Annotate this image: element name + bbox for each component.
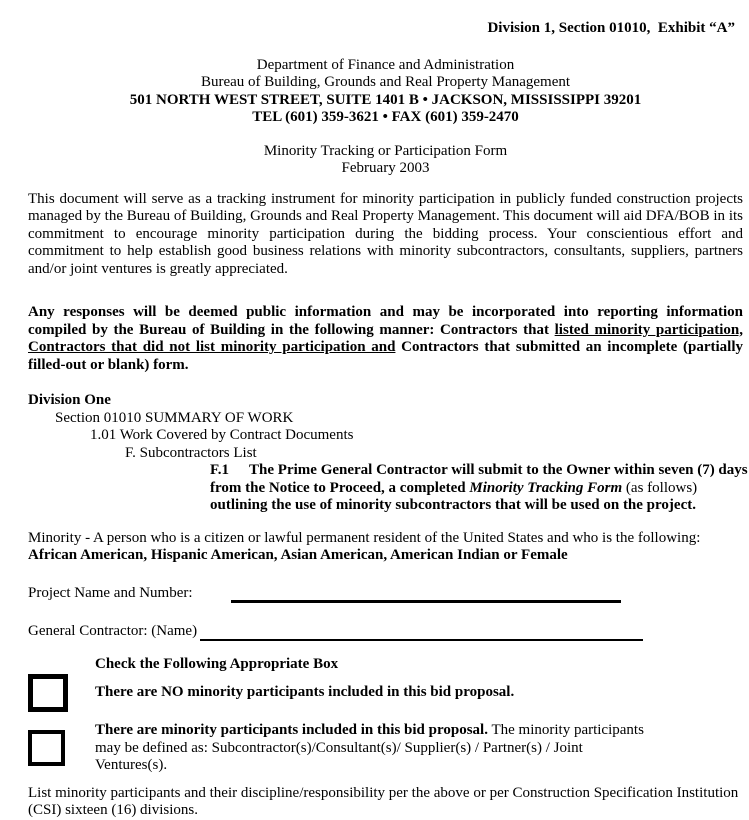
public-info-run1: Any responses will be deemed public information and may be incorporated into reporting information compiled by the Bureau of Building in the following manner: Contractors that: [28, 304, 743, 338]
f1-form-name-italic: Minority Tracking Form: [469, 479, 623, 496]
form-title-block: [28, 143, 743, 178]
f1-run4: outlining the use of minority subcontractors that will be used on the project.: [210, 497, 696, 513]
contractor-field-row: [28, 620, 743, 641]
no-minority-row: [28, 674, 743, 712]
public-info-run3: Contractors that submitted an incomplete (partially filled-out or blank) form.: [28, 339, 743, 373]
letterhead: [28, 57, 743, 127]
yes-minority-label-bold: There are minority participants included in this bid proposal.: [95, 722, 488, 738]
project-name-label: Project Name and Number:: [28, 585, 193, 601]
f1-clause: [210, 462, 749, 515]
general-contractor-label: General Contractor: (Name): [28, 623, 198, 639]
division-work-item: 1.01 Work Covered by Contract Documents: [90, 427, 354, 443]
minority-definition-line2: African American, Hispanic American, Asian American, American Indian or Female: [28, 547, 568, 563]
department-line: Department of Finance and Administration: [256, 56, 515, 73]
minority-definition-line1: Minority - A person who is a citizen or lawful permanent resident of the United States and who is the following:: [28, 529, 701, 546]
f1-run3: (as follows): [622, 479, 698, 496]
f1-run1: The Prime General Contractor will submit to the Owner within seven (7) days from the Notice to Proceed, a completed: [210, 462, 748, 496]
project-name-input-line[interactable]: [231, 579, 621, 603]
address-line: 501 NORTH WEST STREET, SUITE 1401 B • JACKSON, MISSISSIPPI 39201: [129, 91, 642, 108]
no-minority-checkbox[interactable]: [28, 674, 68, 712]
footer-note: List minority participants and their discipline/responsibility per the above or per Construction Specification Institution (CSI) sixteen (16) divisions.: [28, 784, 739, 818]
yes-minority-label: [95, 722, 655, 775]
division-section: Section 01010 SUMMARY OF WORK: [55, 409, 294, 426]
general-contractor-input-line[interactable]: [200, 618, 643, 641]
minority-definition: [28, 530, 743, 565]
bureau-line: Bureau of Building, Grounds and Real Property Management: [200, 74, 571, 90]
no-minority-label: There are NO minority participants included in this bid proposal.: [95, 684, 515, 701]
intro-paragraph: This document will serve as a tracking instrument for minority participation in publicly funded construction projects managed by the Bureau of Building, Grounds and Real Property Management. This document will aid DFA/BOB in its commitment to encourage minority participation during the bidding process. Your conscientious effort and commitment to help establish good business relations with minority subcontractors, consultants, suppliers, partners and/or joint ventures is greatly appreciated.: [28, 190, 743, 277]
f1-number: F.1: [210, 462, 230, 478]
division-outline: [28, 392, 748, 515]
yes-minority-label-regular: The minority participants may be defined as: Subcontractor(s)/Consultant(s)/ Supplier(s) / Partner(s) / Joint Ventures(s).: [95, 722, 644, 773]
division-title: Division One: [28, 392, 111, 408]
form-date: February 2003: [341, 160, 430, 176]
public-info-paragraph: [28, 304, 743, 374]
checkbox-section-heading: Check the Following Appropriate Box: [95, 655, 339, 672]
exhibit-header: Division 1, Section 01010, Exhibit “A”: [487, 20, 735, 36]
public-info-underlined: listed minority participation, Contractors that did not list minority participation and: [28, 321, 744, 355]
yes-minority-row: [28, 722, 743, 775]
yes-minority-checkbox[interactable]: [28, 730, 65, 766]
form-title: Minority Tracking or Participation Form: [263, 142, 508, 159]
division-subcontractors-item: F. Subcontractors List: [125, 444, 257, 461]
phone-line: TEL (601) 359-3621 • FAX (601) 359-2470: [252, 109, 519, 125]
project-field-row: [28, 582, 743, 603]
